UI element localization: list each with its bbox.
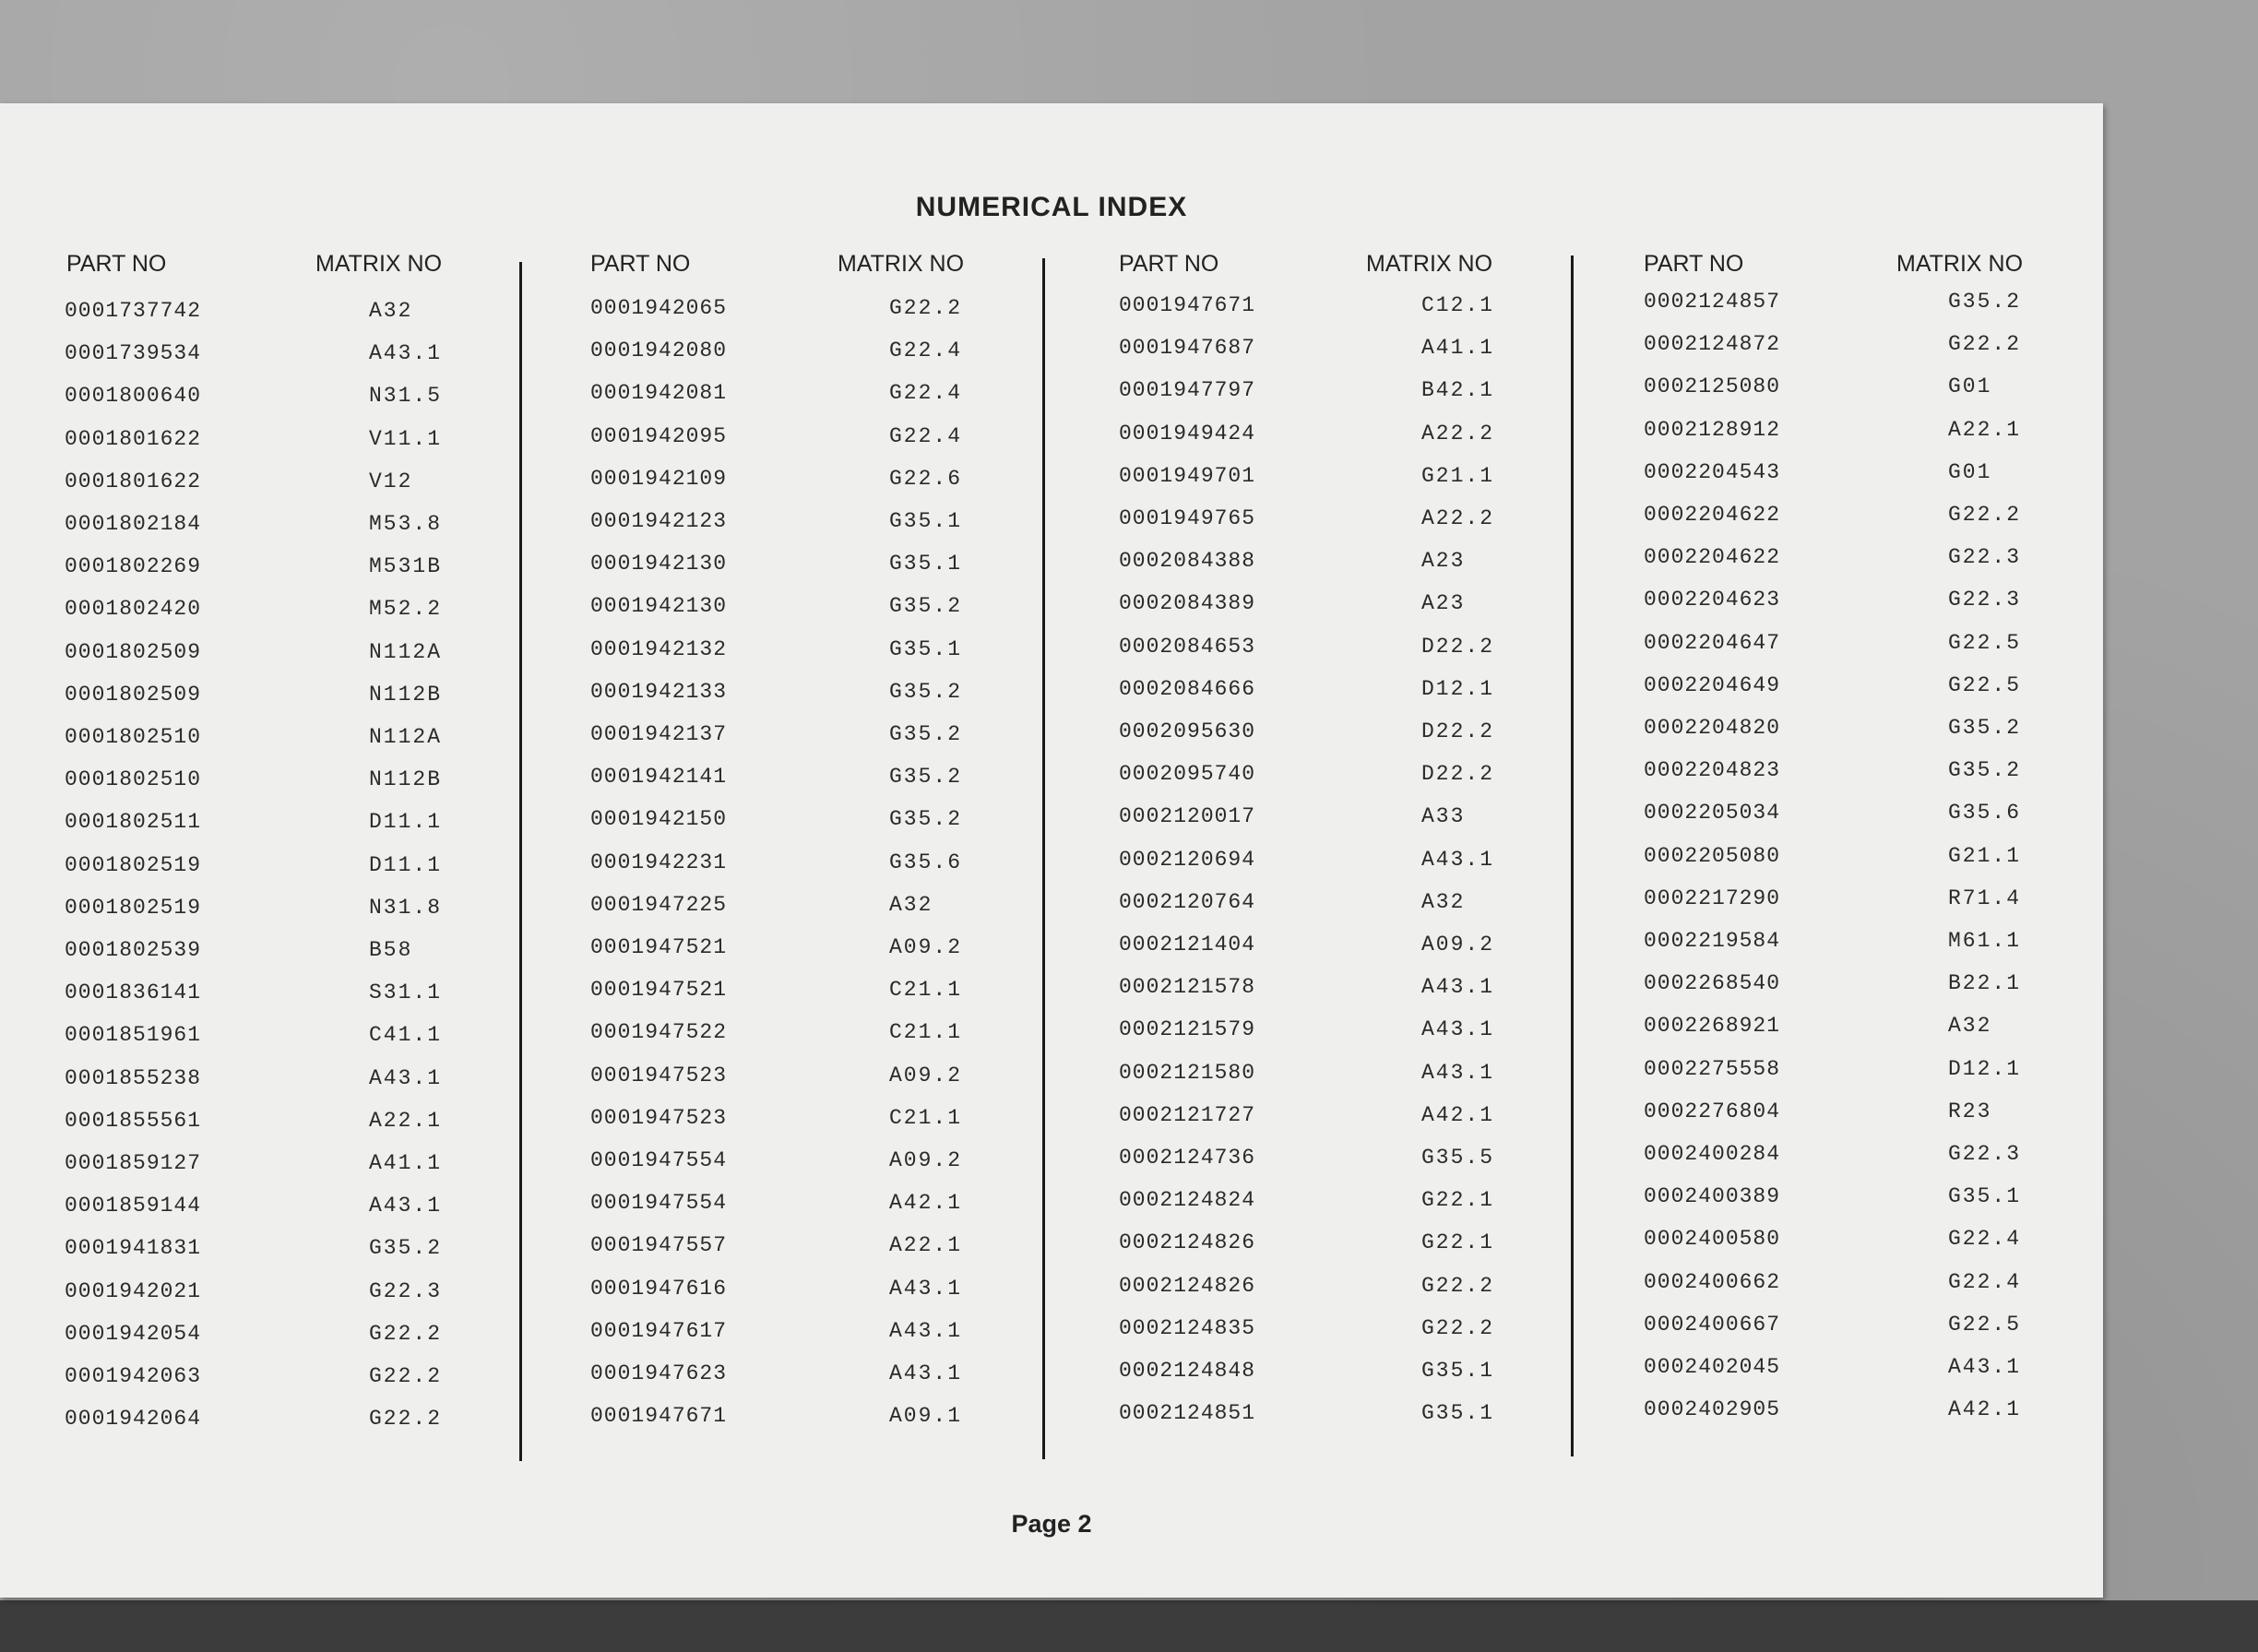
part-number: 0002400662 (1644, 1269, 1781, 1294)
matrix-number: D11.1 (369, 810, 443, 835)
document-page (0, 103, 2103, 1598)
part-number: 0002204622 (1644, 503, 1781, 527)
part-number: 0001947554 (590, 1148, 728, 1172)
part-number: 0001802511 (65, 810, 202, 835)
part-no-header: PART NO (590, 251, 691, 277)
part-number: 0001942021 (65, 1278, 202, 1303)
matrix-number: A43.1 (1421, 975, 1495, 1000)
part-number: 0002400667 (1644, 1312, 1781, 1337)
part-number: 0001947523 (590, 1063, 728, 1087)
part-number: 0001859127 (65, 1151, 202, 1175)
matrix-number: A43.1 (1421, 847, 1495, 872)
part-number: 0002400580 (1644, 1227, 1781, 1252)
matrix-number: A22.2 (1421, 506, 1495, 530)
part-number: 0002217290 (1644, 885, 1781, 910)
part-number: 0001942150 (590, 807, 728, 832)
part-number: 0001855561 (65, 1108, 202, 1133)
part-number: 0001947521 (590, 978, 728, 1003)
part-number: 0001802510 (65, 767, 202, 792)
part-number: 0002219584 (1644, 929, 1781, 953)
matrix-number: N31.5 (369, 384, 443, 409)
part-no-header: PART NO (1119, 251, 1219, 277)
part-number: 0001942133 (590, 679, 728, 704)
matrix-number: G22.1 (1421, 1188, 1495, 1213)
part-number: 0001800640 (65, 384, 202, 409)
matrix-number: M61.1 (1948, 929, 2022, 953)
matrix-number: A23 (1421, 549, 1466, 574)
part-number: 0001802509 (65, 682, 202, 707)
matrix-number: A09.2 (889, 1148, 963, 1172)
page-number: Page 2 (1011, 1510, 1092, 1538)
part-number: 0002095630 (1119, 719, 1256, 743)
matrix-number: A41.1 (369, 1151, 443, 1175)
part-number: 0001947623 (590, 1361, 728, 1385)
matrix-number: G22.3 (1948, 545, 2022, 570)
part-number: 0001942141 (590, 765, 728, 790)
part-number: 0002268921 (1644, 1014, 1781, 1039)
matrix-number: A32 (1421, 889, 1466, 914)
matrix-number: N31.8 (369, 895, 443, 920)
part-number: 0001801622 (65, 426, 202, 451)
matrix-number: B22.1 (1948, 971, 2022, 996)
matrix-number: G22.3 (369, 1278, 443, 1303)
matrix-number: N112A (369, 725, 443, 749)
part-number: 0001942095 (590, 423, 728, 448)
part-number: 0002128912 (1644, 417, 1781, 442)
matrix-number: G22.2 (369, 1364, 443, 1388)
matrix-number: D22.2 (1421, 634, 1495, 659)
part-number: 0001737742 (65, 299, 202, 323)
part-number: 0002204647 (1644, 630, 1781, 655)
part-number: 0001947617 (590, 1318, 728, 1343)
matrix-number: M53.8 (369, 512, 443, 536)
part-number: 0002205034 (1644, 801, 1781, 826)
part-number: 0002204543 (1644, 459, 1781, 484)
matrix-number: V12 (369, 469, 413, 493)
part-number: 0001942132 (590, 636, 728, 661)
matrix-number: G22.5 (1948, 1312, 2022, 1337)
part-number: 0002121727 (1119, 1102, 1256, 1127)
part-number: 0001949765 (1119, 506, 1256, 530)
matrix-number: G22.2 (1421, 1273, 1495, 1298)
matrix-number: A43.1 (889, 1318, 963, 1343)
matrix-number: G35.2 (1948, 716, 2022, 740)
matrix-number: S31.1 (369, 981, 443, 1005)
matrix-number: N112B (369, 682, 443, 707)
matrix-number: D12.1 (1421, 676, 1495, 701)
matrix-number: G35.2 (889, 807, 963, 832)
part-number: 0002204649 (1644, 672, 1781, 697)
part-number: 0001942137 (590, 722, 728, 746)
part-number: 0002120017 (1119, 804, 1256, 829)
matrix-number: A42.1 (889, 1191, 963, 1216)
part-number: 0001855238 (65, 1065, 202, 1090)
matrix-number: A42.1 (1948, 1397, 2022, 1422)
part-number: 0002124835 (1119, 1315, 1256, 1340)
matrix-number: G21.1 (1948, 843, 2022, 868)
matrix-number: G35.1 (1421, 1359, 1495, 1383)
matrix-number: A09.2 (889, 935, 963, 959)
part-number: 0001802539 (65, 938, 202, 962)
matrix-number: A22.2 (1421, 421, 1495, 446)
matrix-number: G22.5 (1948, 630, 2022, 655)
column-divider (1571, 256, 1574, 1456)
matrix-number: G35.5 (1421, 1146, 1495, 1170)
part-number: 0002204622 (1644, 545, 1781, 570)
part-number: 0002121404 (1119, 933, 1256, 957)
matrix-number: A41.1 (1421, 336, 1495, 361)
part-number: 0002124848 (1119, 1359, 1256, 1383)
part-number: 0001949701 (1119, 463, 1256, 488)
matrix-number: B42.1 (1421, 378, 1495, 403)
part-no-header: PART NO (1644, 251, 1744, 277)
matrix-number: G22.2 (1421, 1315, 1495, 1340)
part-number: 0002084666 (1119, 676, 1256, 701)
part-number: 0001947671 (1119, 293, 1256, 317)
matrix-number: G22.4 (1948, 1227, 2022, 1252)
matrix-number: A22.1 (1948, 417, 2022, 442)
matrix-no-header: MATRIX NO (1366, 251, 1493, 277)
part-number: 0002124736 (1119, 1146, 1256, 1170)
part-number: 0001802510 (65, 725, 202, 749)
matrix-number: G22.2 (369, 1407, 443, 1432)
matrix-no-header: MATRIX NO (1896, 251, 2024, 277)
part-number: 0002402905 (1644, 1397, 1781, 1422)
matrix-number: G35.2 (889, 765, 963, 790)
part-number: 0001859144 (65, 1194, 202, 1218)
matrix-number: G35.2 (1948, 290, 2022, 314)
matrix-number: G35.2 (889, 679, 963, 704)
matrix-number: G22.2 (1948, 503, 2022, 527)
matrix-number: G35.6 (889, 850, 963, 874)
part-number: 0001947671 (590, 1404, 728, 1429)
matrix-number: G35.1 (1421, 1401, 1495, 1426)
matrix-number: G01 (1948, 374, 1992, 399)
matrix-number: G35.2 (1948, 758, 2022, 783)
matrix-number: G35.1 (889, 552, 963, 576)
matrix-number: A09.2 (1421, 933, 1495, 957)
matrix-number: G22.2 (889, 296, 963, 320)
part-number: 0001947521 (590, 935, 728, 959)
part-number: 0002124872 (1644, 332, 1781, 357)
matrix-number: M531B (369, 554, 443, 579)
part-number: 0002124851 (1119, 1401, 1256, 1426)
matrix-number: G22.2 (1948, 332, 2022, 357)
column-divider (1042, 258, 1045, 1459)
part-number: 0002124857 (1644, 290, 1781, 314)
part-number: 0001942065 (590, 296, 728, 320)
matrix-number: G35.2 (369, 1236, 443, 1261)
page-title: NUMERICAL INDEX (915, 192, 1188, 222)
part-number: 0002121578 (1119, 975, 1256, 1000)
part-number: 0002084653 (1119, 634, 1256, 659)
part-number: 0002275558 (1644, 1056, 1781, 1081)
part-number: 0001836141 (65, 981, 202, 1005)
matrix-no-header: MATRIX NO (838, 251, 965, 277)
part-number: 0001942080 (590, 339, 728, 363)
matrix-number: C41.1 (369, 1023, 443, 1048)
matrix-no-header: MATRIX NO (315, 251, 443, 277)
matrix-number: A22.1 (369, 1108, 443, 1133)
part-number: 0001941831 (65, 1236, 202, 1261)
matrix-number: G35.1 (1948, 1184, 2022, 1209)
part-number: 0001947522 (590, 1020, 728, 1045)
matrix-number: A32 (889, 892, 933, 917)
matrix-number: G22.4 (889, 339, 963, 363)
part-number: 0001947616 (590, 1276, 728, 1301)
matrix-number: G01 (1948, 459, 1992, 484)
part-number: 0001942130 (590, 594, 728, 619)
matrix-number: A43.1 (1421, 1060, 1495, 1085)
matrix-number: N112B (369, 767, 443, 792)
matrix-number: C12.1 (1421, 293, 1495, 317)
part-number: 0002268540 (1644, 971, 1781, 996)
part-number: 0002121579 (1119, 1017, 1256, 1042)
matrix-number: D22.2 (1421, 719, 1495, 743)
matrix-number: A43.1 (369, 341, 443, 366)
part-number: 0001942231 (590, 850, 728, 874)
part-number: 0001947797 (1119, 378, 1256, 403)
matrix-number: G35.1 (889, 636, 963, 661)
matrix-number: A43.1 (1421, 1017, 1495, 1042)
part-number: 0001851961 (65, 1023, 202, 1048)
part-number: 0001942054 (65, 1321, 202, 1346)
matrix-number: G22.4 (889, 381, 963, 406)
matrix-number: R71.4 (1948, 885, 2022, 910)
part-number: 0002095740 (1119, 762, 1256, 787)
part-number: 0001802519 (65, 895, 202, 920)
matrix-number: V11.1 (369, 426, 443, 451)
part-number: 0001942109 (590, 466, 728, 491)
matrix-number: G22.2 (369, 1321, 443, 1346)
matrix-number: G22.3 (1948, 588, 2022, 612)
part-number: 0002084389 (1119, 591, 1256, 616)
part-number: 0002204820 (1644, 716, 1781, 740)
scanner-bottom-edge (0, 1600, 2258, 1652)
part-number: 0002121580 (1119, 1060, 1256, 1085)
matrix-number: M52.2 (369, 597, 443, 622)
part-number: 0001802420 (65, 597, 202, 622)
part-number: 0002205080 (1644, 843, 1781, 868)
part-number: 0002276804 (1644, 1099, 1781, 1123)
matrix-number: G22.5 (1948, 672, 2022, 697)
matrix-number: C21.1 (889, 978, 963, 1003)
part-number: 0001802519 (65, 852, 202, 877)
part-number: 0002120764 (1119, 889, 1256, 914)
matrix-number: G22.6 (889, 466, 963, 491)
part-number: 0001947687 (1119, 336, 1256, 361)
matrix-number: G22.1 (1421, 1230, 1495, 1255)
part-number: 0002125080 (1644, 374, 1781, 399)
part-no-header: PART NO (66, 251, 167, 277)
part-number: 0002400389 (1644, 1184, 1781, 1209)
column-divider (519, 262, 522, 1461)
part-number: 0001947523 (590, 1105, 728, 1130)
matrix-number: A33 (1421, 804, 1466, 829)
matrix-number: G21.1 (1421, 463, 1495, 488)
matrix-number: A43.1 (369, 1194, 443, 1218)
part-number: 0001739534 (65, 341, 202, 366)
matrix-number: G22.3 (1948, 1142, 2022, 1166)
matrix-number: A09.1 (889, 1404, 963, 1429)
part-number: 0002084388 (1119, 549, 1256, 574)
matrix-number: G22.4 (1948, 1269, 2022, 1294)
matrix-number: A42.1 (1421, 1102, 1495, 1127)
part-number: 0001949424 (1119, 421, 1256, 446)
part-number: 0001947557 (590, 1233, 728, 1258)
part-number: 0002400284 (1644, 1142, 1781, 1166)
matrix-number: G35.2 (889, 594, 963, 619)
part-number: 0002204823 (1644, 758, 1781, 783)
matrix-number: A22.1 (889, 1233, 963, 1258)
part-number: 0001942063 (65, 1364, 202, 1388)
matrix-number: A43.1 (369, 1065, 443, 1090)
matrix-number: D12.1 (1948, 1056, 2022, 1081)
part-number: 0001802184 (65, 512, 202, 536)
part-number: 0002204623 (1644, 588, 1781, 612)
matrix-number: D22.2 (1421, 762, 1495, 787)
matrix-number: A32 (1948, 1014, 1992, 1039)
matrix-number: G35.2 (889, 722, 963, 746)
matrix-number: A09.2 (889, 1063, 963, 1087)
matrix-number: D11.1 (369, 852, 443, 877)
matrix-number: R23 (1948, 1099, 1992, 1123)
matrix-number: A43.1 (889, 1276, 963, 1301)
part-number: 0002124824 (1119, 1188, 1256, 1213)
part-number: 0002124826 (1119, 1230, 1256, 1255)
matrix-number: A43.1 (1948, 1355, 2022, 1379)
matrix-number: G22.4 (889, 423, 963, 448)
matrix-number: B58 (369, 938, 413, 962)
part-number: 0001942130 (590, 552, 728, 576)
matrix-number: A23 (1421, 591, 1466, 616)
part-number: 0001947225 (590, 892, 728, 917)
matrix-number: C21.1 (889, 1105, 963, 1130)
matrix-number: C21.1 (889, 1020, 963, 1045)
matrix-number: G35.6 (1948, 801, 2022, 826)
part-number: 0001942081 (590, 381, 728, 406)
matrix-number: A32 (369, 299, 413, 323)
part-number: 0001801622 (65, 469, 202, 493)
part-number: 0001802269 (65, 554, 202, 579)
part-number: 0001802509 (65, 639, 202, 664)
matrix-number: A43.1 (889, 1361, 963, 1385)
matrix-number: N112A (369, 639, 443, 664)
part-number: 0002120694 (1119, 847, 1256, 872)
matrix-number: G35.1 (889, 509, 963, 533)
part-number: 0002124826 (1119, 1273, 1256, 1298)
part-number: 0001942064 (65, 1407, 202, 1432)
part-number: 0001947554 (590, 1191, 728, 1216)
part-number: 0002402045 (1644, 1355, 1781, 1379)
part-number: 0001942123 (590, 509, 728, 533)
